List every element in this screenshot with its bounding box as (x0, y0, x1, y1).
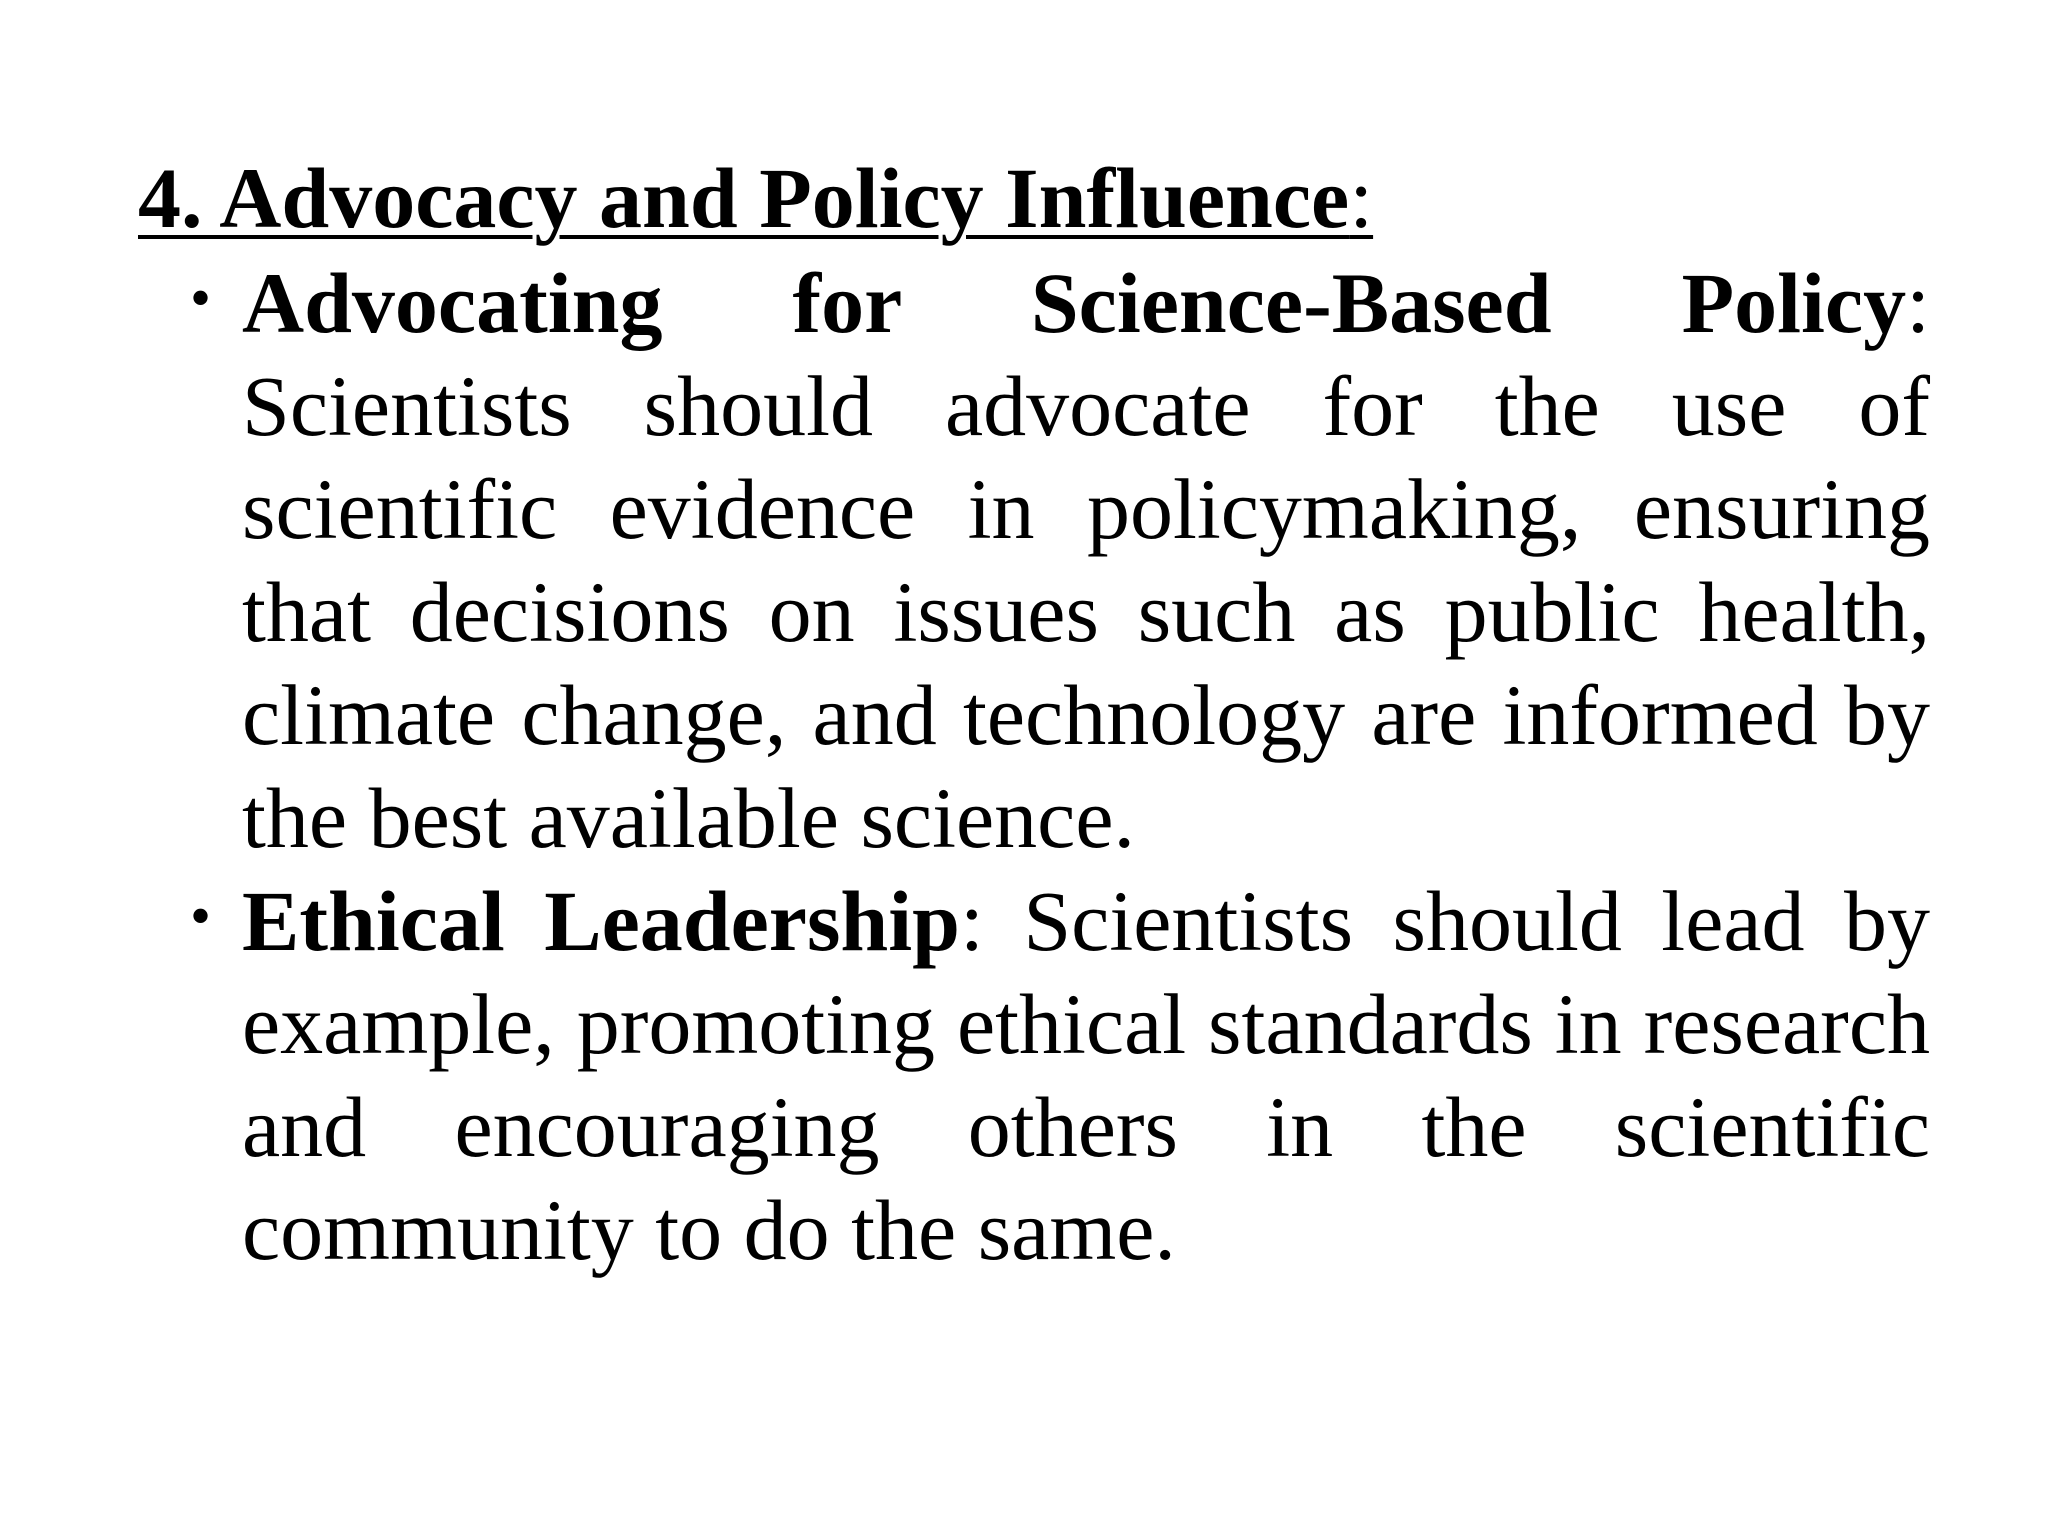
bullet-term: Ethical Leadership (242, 873, 960, 969)
bullet-list (190, 252, 1930, 1282)
bullet-separator: : (1906, 255, 1930, 351)
bullet-marker: • (190, 883, 212, 949)
section-heading-text: 4. Advocacy and Policy Influence (138, 150, 1350, 246)
bullet-marker: • (190, 265, 212, 331)
bullet-term: Advocating for Science-Based Policy (242, 255, 1907, 351)
bullet-text: Scientists should advocate for the use of scientific evidence in policymaking, ensuring that decisions on issues such as public health, climate change, and technology are informed by the best available science. (242, 358, 1930, 866)
section-heading-colon: : (1349, 150, 1374, 246)
bullet-text: Scientists should lead by example, promoting ethical standards in research and encouraging others in the scientific community to do the same. (242, 873, 1931, 1278)
section-heading (138, 148, 1373, 248)
bullet-item-ethical-leadership (190, 870, 1930, 1282)
bullet-item-science-based-policy (190, 252, 1930, 870)
bullet-separator: : (959, 873, 984, 969)
